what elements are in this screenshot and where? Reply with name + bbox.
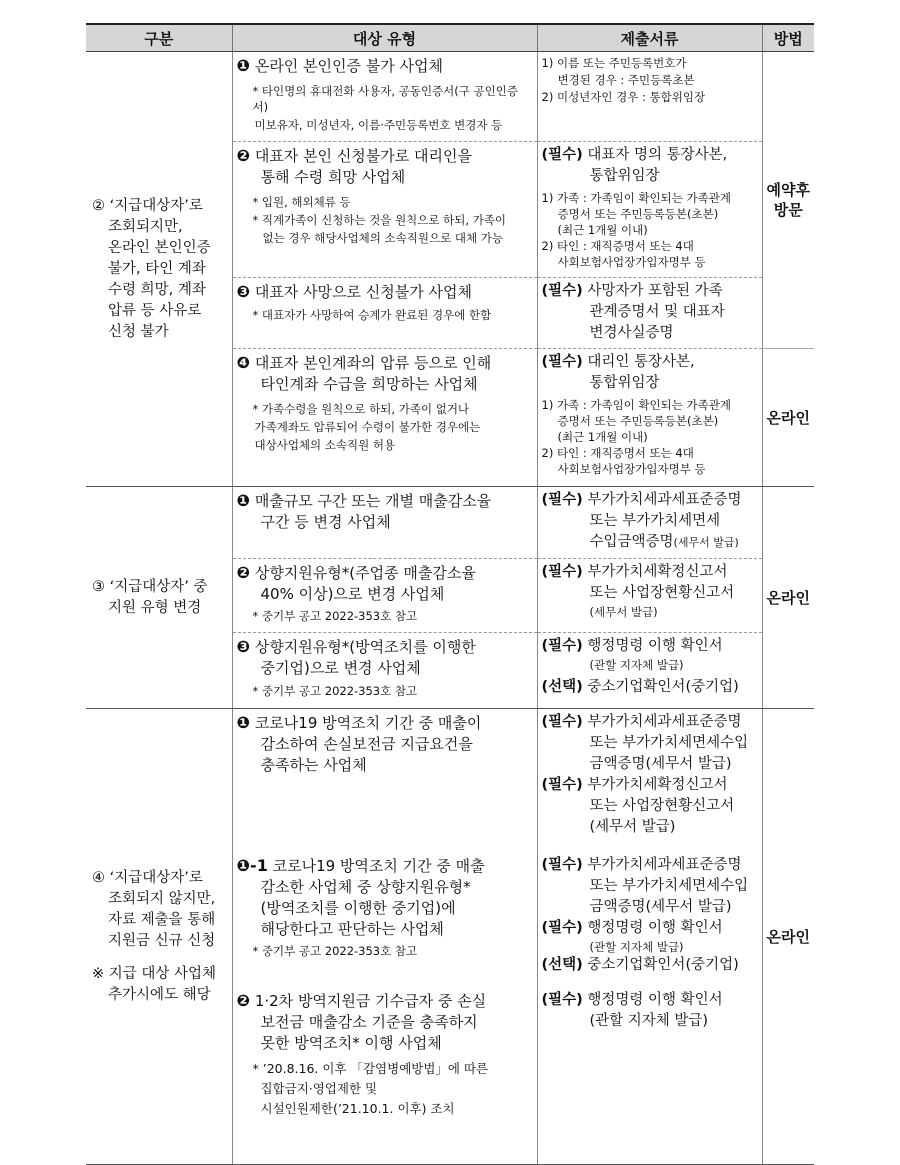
category-cell-2: ② ‘지급대상자’로 조회되지만, 온라인 본인인증 불가, 타인 계좌 수령 희망, 계좌 압류 등 사유로 신청 불가 (86, 52, 232, 487)
table-row (86, 487, 814, 559)
category-cell-4: ④ ‘지급대상자’로 조회되지 않지만, 자료 제출을 통해 지원금 신규 신청 ※ 지급 대상 사업체 추가시에도 해당 (86, 709, 232, 1165)
method-cell-online: 온라인 (762, 487, 814, 709)
docs-cell: (필수) 대표자 명의 통장사본, 통합위임장 1) 가족 : 가족임이 확인되는 가족관계 증명서 또는 주민등록등본(초본) (최근 1개월 이내) 2) 타인 : 재직증명서 또는 4대 사회보험사업장가입자명부 등 (537, 142, 762, 278)
docs-cell: (필수) 부가가치세과세표준증명 또는 부가가치세면세수입 금액증명(세무서 발급) (필수) 행정명령 이행 확인서 (관할 지자체 발급) (선택) 중소기업확인서(중기업) (537, 852, 762, 987)
method-cell-visit: 예약후 방문 (762, 52, 814, 349)
docs-cell: (필수) 행정명령 이행 확인서 (관할 지자체 발급) (선택) 중소기업확인서(중기업) (537, 633, 762, 709)
eligibility-table (86, 23, 814, 1165)
type-cell: ❶ 매출규모 구간 또는 개별 매출감소율 구간 등 변경 사업체 (232, 487, 537, 559)
type-cell: ❶-1 코로나19 방역조치 기간 중 매출 감소한 사업체 중 상향지원유형* (방역조치를 이행한 중기업)에 해당한다고 판단하는 사업체 * 중기부 공고 2022-353호 참고 (232, 852, 537, 987)
header-method: 방법 (762, 24, 814, 52)
category-cell-3: ③ ‘지급대상자’ 중 지원 유형 변경 (86, 487, 232, 709)
table-row (86, 709, 814, 853)
docs-cell: (필수) 행정명령 이행 확인서 (관할 지자체 발급) (537, 987, 762, 1165)
type-cell: ❶ 온라인 본인인증 불가 사업체 * 타인명의 휴대전화 사용자, 공동인증서(구 공인인증서) 미보유자, 미성년자, 이름·주민등록번호 변경자 등 (232, 52, 537, 142)
method-cell-online: 온라인 (762, 349, 814, 487)
type-cell: ❷ 1·2차 방역지원금 기수급자 중 손실 보전금 매출감소 기준을 충족하지 못한 방역조치* 이행 사업체 * ’20.8.16. 이후 「감염병예방법」에 따른 집합금지·영업제한 및 시설인원제한(’21.10.1. 이후) 조치 (232, 987, 537, 1165)
method-cell-online: 온라인 (762, 709, 814, 1165)
docs-cell: (필수) 부가가치세과세표준증명 또는 부가가치세면세 수입금액증명(세무서 발급) (537, 487, 762, 559)
docs-cell: (필수) 부가가치세확정신고서 또는 사업장현황신고서 (세무서 발급) (537, 559, 762, 633)
header-category: 구분 (86, 24, 232, 52)
type-cell: ❹ 대표자 본인계좌의 압류 등으로 인해 타인계좌 수급을 희망하는 사업체 * 가족수령을 원칙으로 하되, 가족이 없거나 가족계좌도 압류되어 수령이 불가한 경우에는 대상사업체의 소속직원 허용 (232, 349, 537, 487)
docs-cell: (필수) 부가가치세과세표준증명 또는 부가가치세면세수입 금액증명(세무서 발급) (필수) 부가가치세확정신고서 또는 사업장현황신고서 (세무서 발급) (537, 709, 762, 853)
type-cell: ❶ 코로나19 방역조치 기간 중 매출이 감소하여 손실보전금 지급요건을 충족하는 사업체 (232, 709, 537, 853)
docs-cell: (필수) 대리인 통장사본, 통합위임장 1) 가족 : 가족임이 확인되는 가족관계 증명서 또는 주민등록등본(초본) (최근 1개월 이내) 2) 타인 : 재직증명서 또는 4대 사회보험사업장가입자명부 등 (537, 349, 762, 487)
type-cell: ❸ 상향지원유형*(방역조치를 이행한 중기업)으로 변경 사업체 * 중기부 공고 2022-353호 참고 (232, 633, 537, 709)
eligibility-table-document (86, 23, 814, 1165)
header-row (86, 24, 814, 52)
docs-cell: (필수) 사망자가 포함된 가족 관계증명서 및 대표자 변경사실증명 (537, 278, 762, 349)
table-row (86, 52, 814, 142)
type-cell: ❷ 상향지원유형*(주업종 매출감소율 40% 이상)으로 변경 사업체 * 중기부 공고 2022-353호 참고 (232, 559, 537, 633)
header-type: 대상 유형 (232, 24, 537, 52)
type-cell: ❸ 대표자 사망으로 신청불가 사업체 * 대표자가 사망하여 승계가 완료된 경우에 한함 (232, 278, 537, 349)
type-cell: ❷ 대표자 본인 신청불가로 대리인을 통해 수령 희망 사업체 * 입원, 해외체류 등 * 직계가족이 신청하는 것을 원칙으로 하되, 가족이 없는 경우 해당사업체의 소속직원으로 대체 가능 (232, 142, 537, 278)
docs-cell: 1) 이름 또는 주민등록번호가 변경된 경우 : 주민등록초본 2) 미성년자인 경우 : 통합위임장 (537, 52, 762, 142)
header-docs: 제출서류 (537, 24, 762, 52)
